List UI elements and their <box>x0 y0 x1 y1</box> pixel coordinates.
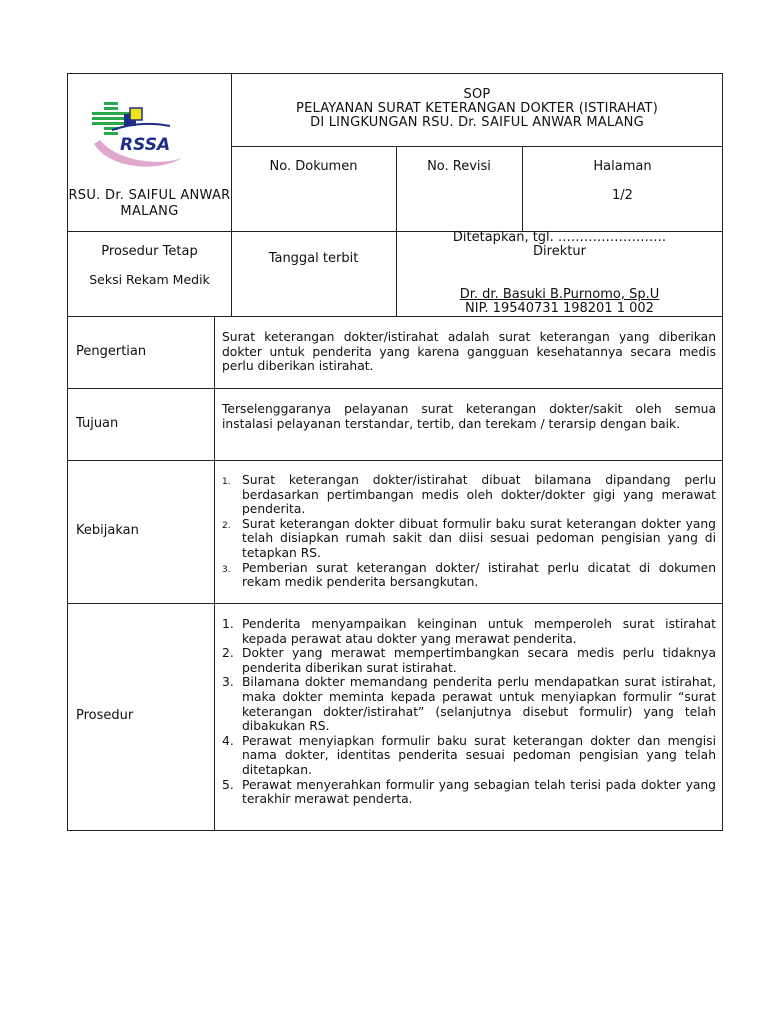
no-dokumen-label: No. Dokumen <box>269 159 358 174</box>
pengertian-text <box>222 330 716 374</box>
title-sop: SOP <box>463 87 491 102</box>
seksi-label: Seksi Rekam Medik <box>89 272 210 287</box>
halaman-label: Halaman <box>593 159 652 174</box>
tujuan-paragraph: Terselenggaranya pelayanan surat keterangan dokter/sakit oleh semua instalasi pelayanan terstandar, tertib, dan terekam / terarsip dengan baik. <box>222 402 716 431</box>
header-table <box>67 73 723 317</box>
direktur-label: Direktur <box>533 244 586 259</box>
prosedur-label: Prosedur <box>76 708 134 723</box>
rssa-logo <box>90 100 210 170</box>
halaman-value: 1/2 <box>612 188 633 203</box>
pengertian-paragraph: Surat keterangan dokter/istirahat adalah surat keterangan yang diberikan dokter untuk penderita yang karena gangguan kesehatannya secara medis perlu diberikan istirahat. <box>222 330 716 374</box>
divider <box>214 316 215 830</box>
direktur-name-text: Dr. dr. Basuki B.Purnomo, Sp.U <box>459 287 660 302</box>
logo-text: RSSA <box>120 135 171 155</box>
content-table <box>67 316 723 831</box>
kebijakan-label: Kebijakan <box>76 523 139 538</box>
list-item: 2. Surat keterangan dokter dibuat formulir baku surat keterangan dokter yang telah disiapkan rumah sakit dan diisi sesuai pedoman pengisian yang di tetapkan RS. <box>222 516 716 560</box>
list-item: 1. Penderita menyampaikan keinginan untuk memperoleh surat istirahat kepada perawat atau dokter yang merawat penderita. <box>222 617 716 646</box>
document-title <box>232 88 722 130</box>
hospital-name: RSU. Dr. SAIFUL ANWAR MALANG <box>68 188 231 219</box>
ditetapkan-text: Ditetapkan, tgl. ……………………. <box>452 230 667 245</box>
divider <box>68 603 723 604</box>
prosedur-tetap: Prosedur Tetap <box>101 244 198 259</box>
divider <box>231 146 723 147</box>
tujuan-label: Tujuan <box>76 416 119 431</box>
tujuan-text <box>222 402 716 431</box>
kebijakan-list <box>222 473 716 590</box>
list-item: 1. Surat keterangan dokter/istirahat dibuat bilamana dipandang perlu berdasarkan pertimbangan medis oleh dokter/dokter gigi yang merawat penderita. <box>222 473 716 517</box>
list-item: 3. Bilamana dokter memandang penderita perlu mendapatkan surat istirahat, maka dokter meminta kepada perawat untuk menyiapkan formulir “surat keterangan dokter/istirahat” (selanjutnya disebut formulir) yang telah dibakukan RS. <box>222 675 716 734</box>
no-revisi-label: No. Revisi <box>427 159 491 174</box>
list-item: 4. Perawat menyiapkan formulir baku surat keterangan dokter dan mengisi nama dokter, identitas penderita sesuai pedoman pengisian yang telah ditetapkan. <box>222 733 716 777</box>
divider <box>68 460 723 461</box>
divider <box>68 388 723 389</box>
nip: NIP. 19540731 198201 1 002 <box>465 301 654 316</box>
title-line: PELAYANAN SURAT KETERANGAN DOKTER (ISTIRAHAT) <box>296 101 658 116</box>
list-item: 3. Pemberian surat keterangan dokter/ istirahat perlu dicatat di dokumen rekam medik penderita bersangkutan. <box>222 560 716 590</box>
list-item: 2. Dokter yang merawat mempertimbangkan secara medis perlu tidaknya penderita diberikan surat istirahat. <box>222 646 716 675</box>
tanggal-terbit-label: Tanggal terbit <box>268 251 359 266</box>
prosedur-list <box>222 617 716 807</box>
list-item: 5. Perawat menyerahkan formulir yang sebagian telah terisi pada dokter yang terakhir merawat penderta. <box>222 777 716 807</box>
title-line: DI LINGKUNGAN RSU. Dr. SAIFUL ANWAR MALANG <box>310 115 644 130</box>
pengertian-label: Pengertian <box>76 344 147 359</box>
